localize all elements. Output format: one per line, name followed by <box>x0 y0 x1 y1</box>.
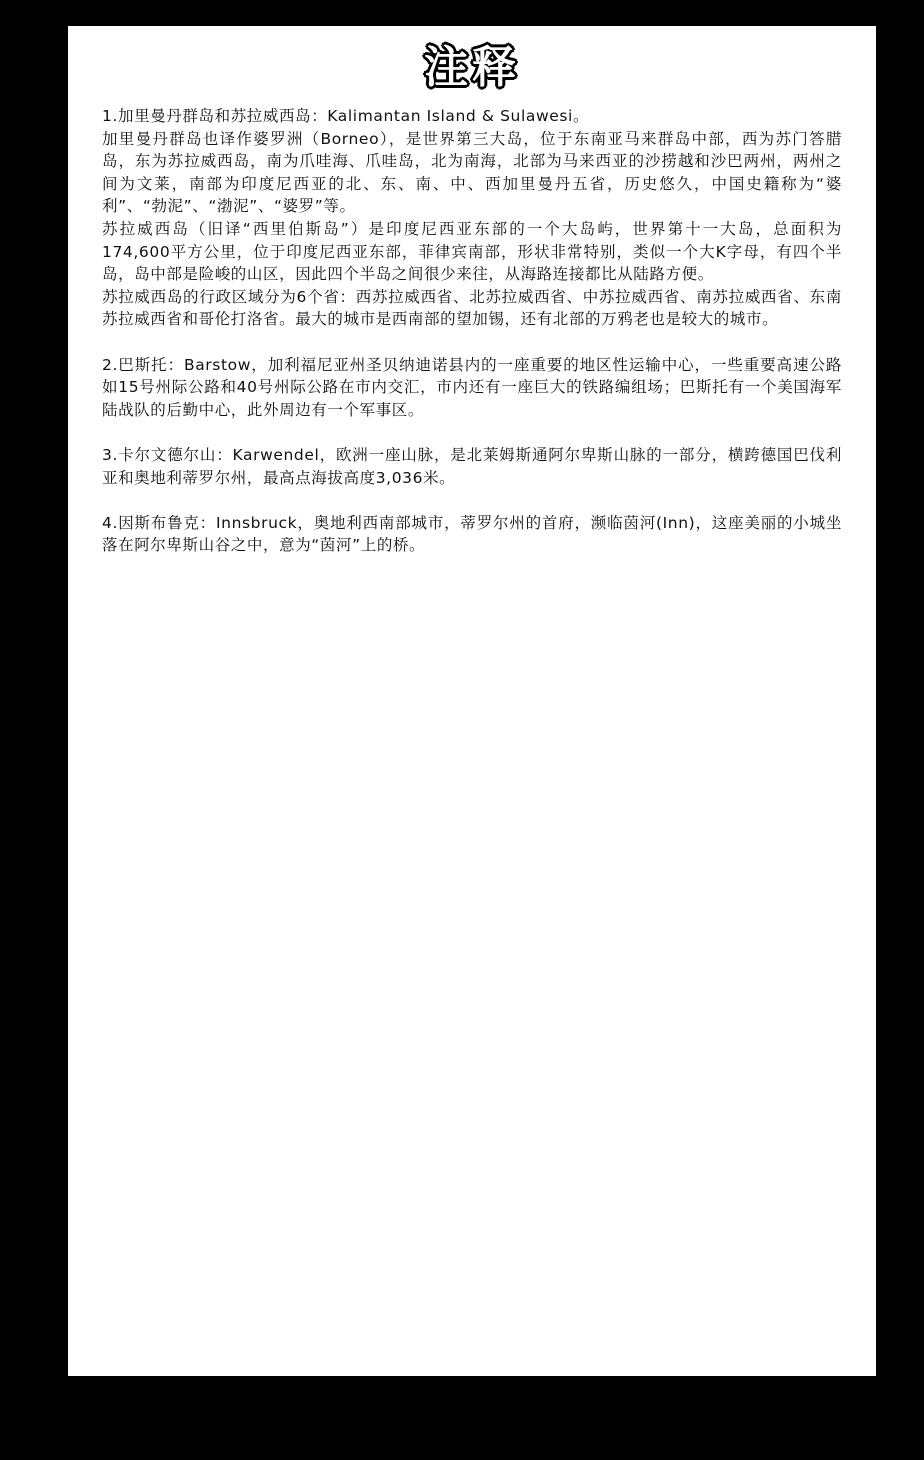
annotation-page <box>68 26 876 1376</box>
note-1-sulawesi-paragraph: 苏拉威西岛（旧译“西里伯斯岛”）是印度尼西亚东部的一个大岛屿，世界第十一大岛，总面积为174,600平方公里，位于印度尼西亚东部，菲律宾南部，形状非常特别，类似一个大K字母，有四个半岛，岛中部是险峻的山区，因此四个半岛之间很少来往，从海路连接都比从陆路方便。 <box>102 219 842 284</box>
note-1-provinces-paragraph: 苏拉威西岛的行政区域分为6个省：西苏拉威西省、北苏拉威西省、中苏拉威西省、南苏拉威西省、东南苏拉威西省和哥伦打洛省。最大的城市是西南部的望加锡，还有北部的万鸦老也是较大的城市。 <box>102 287 842 329</box>
note-3 <box>102 444 842 489</box>
note-3-karwendel-paragraph: 3.卡尔文德尔山：Karwendel，欧洲一座山脉，是北莱姆斯通阿尔卑斯山脉的一部分，横跨德国巴伐利亚和奥地利蒂罗尔州，最高点海拔高度3,036米。 <box>102 445 842 487</box>
page-title: 注释 <box>424 42 520 93</box>
note-1-borneo-paragraph: 加里曼丹群岛也译作婆罗洲（Borneo），是世界第三大岛，位于东南亚马来群岛中部，西为苏门答腊岛，东为苏拉威西岛，南为爪哇海、爪哇岛，北为南海，北部为马来西亚的沙捞越和沙巴两州，两州之间为文莱，南部为印度尼西亚的北、东、南、中、西加里曼丹五省，历史悠久，中国史籍称为“婆利”、“勃泥”、“渤泥”、“婆罗”等。 <box>102 129 842 216</box>
note-4-innsbruck-paragraph: 4.因斯布鲁克：Innsbruck，奥地利西南部城市，蒂罗尔州的首府，濒临茵河(Inn)，这座美丽的小城坐落在阿尔卑斯山谷之中，意为“茵河”上的桥。 <box>102 513 842 555</box>
notes-list <box>102 105 842 579</box>
note-4 <box>102 512 842 557</box>
note-2 <box>102 354 842 422</box>
note-1 <box>102 105 842 331</box>
note-2-barstow-paragraph: 2.巴斯托：Barstow，加利福尼亚州圣贝纳迪诺县内的一座重要的地区性运输中心，一些重要高速公路如15号州际公路和40号州际公路在市内交汇，市内还有一座巨大的铁路编组场；巴斯托有一个美国海军陆战队的后勤中心，此外周边有一个军事区。 <box>102 355 842 419</box>
note-1-heading: 1.加里曼丹群岛和苏拉威西岛：Kalimantan Island & Sulawesi。 <box>102 107 590 125</box>
